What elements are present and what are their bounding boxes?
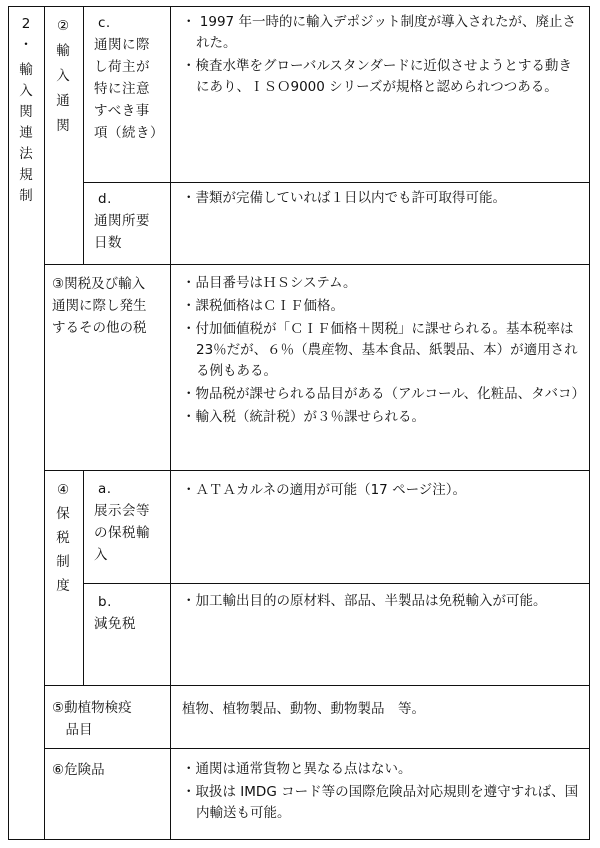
list-item: ・検査水準をグローバルスタンダードに近似させようとする動きにあり、ＩＳＯ9000 シリーズが規格と認められつつある。	[182, 58, 572, 95]
list-item: ・課税価格はＣＩＦ価格。	[182, 298, 344, 314]
section-title: 輸 入 関 連 法 規 制	[19, 62, 33, 204]
list-item: ・取扱は IMDG コード等の国際危険品対応規則を遵守すれば、国内輸送も可能。	[182, 784, 579, 821]
list-item: ・加工輸出目的の原材料、部品、半製品は免税輸入が可能。	[182, 593, 547, 609]
bonded-a-content	[182, 480, 580, 503]
bonded-b-label: b. 減免税	[94, 594, 136, 632]
clearance-heading: ② 輸 入 通 関	[56, 18, 70, 134]
list-item: ・輸入税（統計税）が３％課せられる。	[182, 409, 425, 425]
list-item: ・物品税が課せられる品目がある（アルコール、化粧品、タバコ）	[182, 386, 585, 402]
clearance-d-content	[182, 188, 580, 211]
clearance-c-label: c. 通関に際 し荷主が 特に注意 すべき事 項（続き）	[94, 15, 164, 141]
tariff-content	[182, 273, 585, 430]
list-item: ・品目番号はＨＳシステム。	[182, 275, 357, 291]
bonded-b-content	[182, 591, 580, 614]
list-item: ・ＡＴＡカルネの適用が可能（17 ページ注）。	[182, 482, 467, 498]
list-item: ・ 1997 年一時的に輸入デポジット制度が導入されたが、廃止された。	[182, 14, 576, 51]
clearance-c-content	[182, 12, 580, 100]
quarantine-content: 植物、植物製品、動物、動物製品 等。	[182, 701, 425, 717]
list-item: ・書類が完備していれば１日以内でも許可取得可能。	[182, 190, 506, 206]
clearance-d-label: d. 通関所要 日数	[94, 191, 150, 251]
tariff-label: ③関税及び輸入 通関に際し発生 するその他の税	[52, 276, 147, 336]
list-item: ・付加価値税が「ＣＩＦ価格＋関税」に課せられる。基本税率は 23％だが、６％（農産物、基本食品、紙製品、本）が適用される例もある。	[182, 321, 578, 379]
bonded-a-label: a. 展示会等 の保税輸 入	[94, 481, 150, 563]
dangerous-label: ⑥危険品	[52, 762, 105, 778]
section-number: 2 ・	[19, 16, 33, 53]
bonded-heading: ④ 保 税 制 度	[56, 482, 70, 594]
dangerous-content	[182, 759, 580, 826]
list-item: ・通関は通常貨物と異なる点はない。	[182, 761, 412, 777]
quarantine-label: ⑤動植物検疫 品目	[52, 700, 132, 738]
